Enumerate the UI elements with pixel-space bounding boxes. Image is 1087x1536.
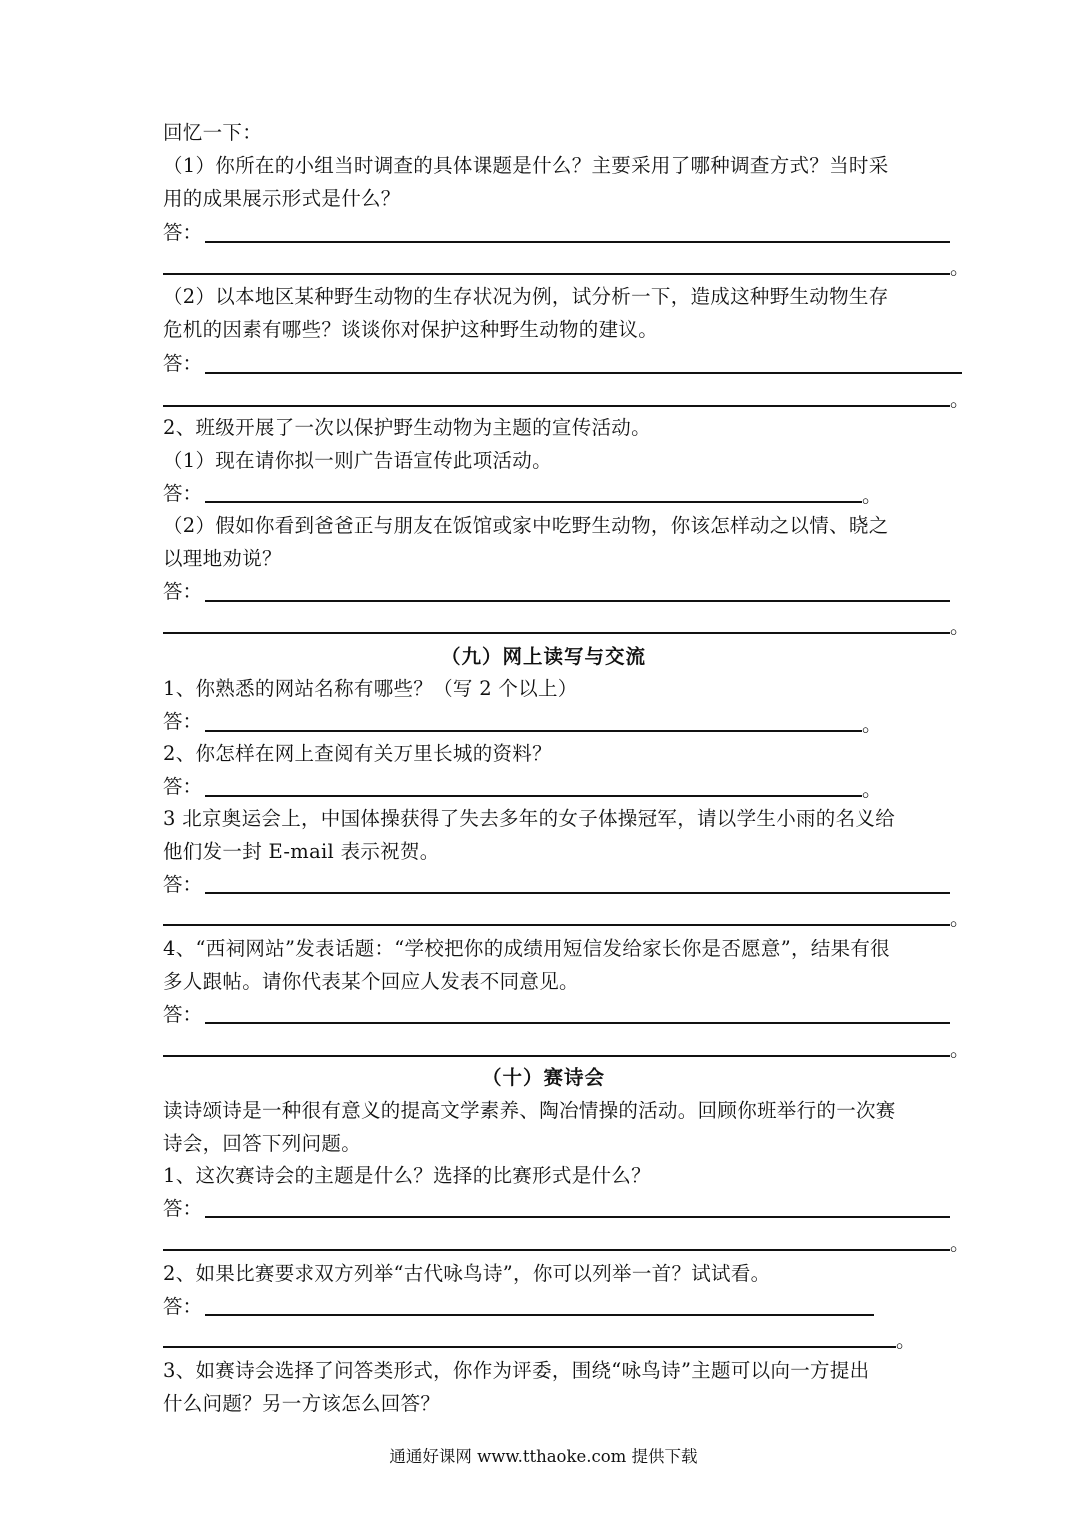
question-line: 2、班级开展了一次以保护野生动物为主题的宣传活动。 [163,416,651,439]
answer-line[interactable] [163,405,950,407]
period-mark: 。 [950,907,970,930]
period-mark: 。 [950,256,970,279]
answer-line[interactable] [205,892,950,894]
answer-line[interactable] [205,372,962,374]
question-line: （1）现在请你拟一则广告语宣传此项活动。 [163,449,552,472]
answer-label: 答： [163,1295,203,1318]
period-mark: 。 [950,615,970,638]
answer-label: 答： [163,1003,203,1026]
answer-line[interactable] [163,632,950,634]
question-line: 3 北京奥运会上，中国体操获得了失去多年的女子体操冠军，请以学生小雨的名义给 [163,807,896,830]
period-mark: 。 [862,713,882,736]
answer-label: 答： [163,221,203,244]
period-mark: 。 [950,1232,970,1255]
question-line: 4、“西祠网站”发表话题：“学校把你的成绩用短信发给家长你是否愿意”，结果有很 [163,937,890,960]
answer-line[interactable] [205,501,862,503]
question-line: 用的成果展示形式是什么？ [163,187,401,210]
answer-line[interactable] [163,1346,896,1348]
section-heading-10: （十）赛诗会 [481,1066,605,1089]
question-line: 1、这次赛诗会的主题是什么？选择的比赛形式是什么？ [163,1164,651,1187]
answer-line[interactable] [205,1216,950,1218]
question-line: 2、你怎样在网上查阅有关万里长城的资料？ [163,742,552,765]
period-mark: 。 [896,1329,916,1352]
question-line: 2、如果比赛要求双方列举“古代咏鸟诗”，你可以列举一首？试试看。 [163,1262,771,1285]
footer-text: 通通好课网 www.tthaoke.com 提供下载 [389,1447,698,1466]
answer-line[interactable] [163,273,950,275]
period-mark: 。 [862,484,882,507]
answer-label: 答： [163,482,203,505]
answer-line[interactable] [205,1022,950,1024]
question-line: 多人跟帖。请你代表某个回应人发表不同意见。 [163,970,579,993]
section-heading-9: （九）网上读写与交流 [440,645,646,668]
period-mark: 。 [950,1038,970,1061]
answer-line[interactable] [163,924,950,926]
question-line: （1）你所在的小组当时调查的具体课题是什么？主要采用了哪种调查方式？当时采 [163,154,889,177]
answer-line[interactable] [205,600,950,602]
answer-line[interactable] [205,730,862,732]
text-line: 回忆一下： [163,121,263,144]
answer-label: 答： [163,710,203,733]
question-line: 什么问题？另一方该怎么回答？ [163,1392,441,1415]
question-line: 他们发一封 E-mail 表示祝贺。 [163,840,440,863]
answer-label: 答： [163,775,203,798]
answer-label: 答： [163,352,203,375]
period-mark: 。 [950,388,970,411]
text-line: 读诗颂诗是一种很有意义的提高文学素养、陶冶情操的活动。回顾你班举行的一次赛 [163,1099,896,1122]
question-line: 3、如赛诗会选择了问答类形式，你作为评委，围绕“咏鸟诗”主题可以向一方提出 [163,1359,870,1382]
answer-line[interactable] [205,1314,874,1316]
question-line: 1、你熟悉的网站名称有哪些？（写 2 个以上） [163,677,578,700]
period-mark: 。 [862,778,882,801]
question-line: 危机的因素有哪些？谈谈你对保护这种野生动物的建议。 [163,318,659,341]
answer-label: 答： [163,580,203,603]
question-line: 以理地劝说？ [163,547,282,570]
answer-label: 答： [163,873,203,896]
text-line: 诗会，回答下列问题。 [163,1132,362,1155]
answer-line[interactable] [205,795,862,797]
answer-label: 答： [163,1197,203,1220]
answer-line[interactable] [205,241,950,243]
question-line: （2）以本地区某种野生动物的生存状况为例，试分析一下，造成这种野生动物生存 [163,285,889,308]
question-line: （2）假如你看到爸爸正与朋友在饭馆或家中吃野生动物，你该怎样动之以情、晓之 [163,514,889,537]
answer-line[interactable] [163,1249,950,1251]
answer-line[interactable] [163,1055,950,1057]
